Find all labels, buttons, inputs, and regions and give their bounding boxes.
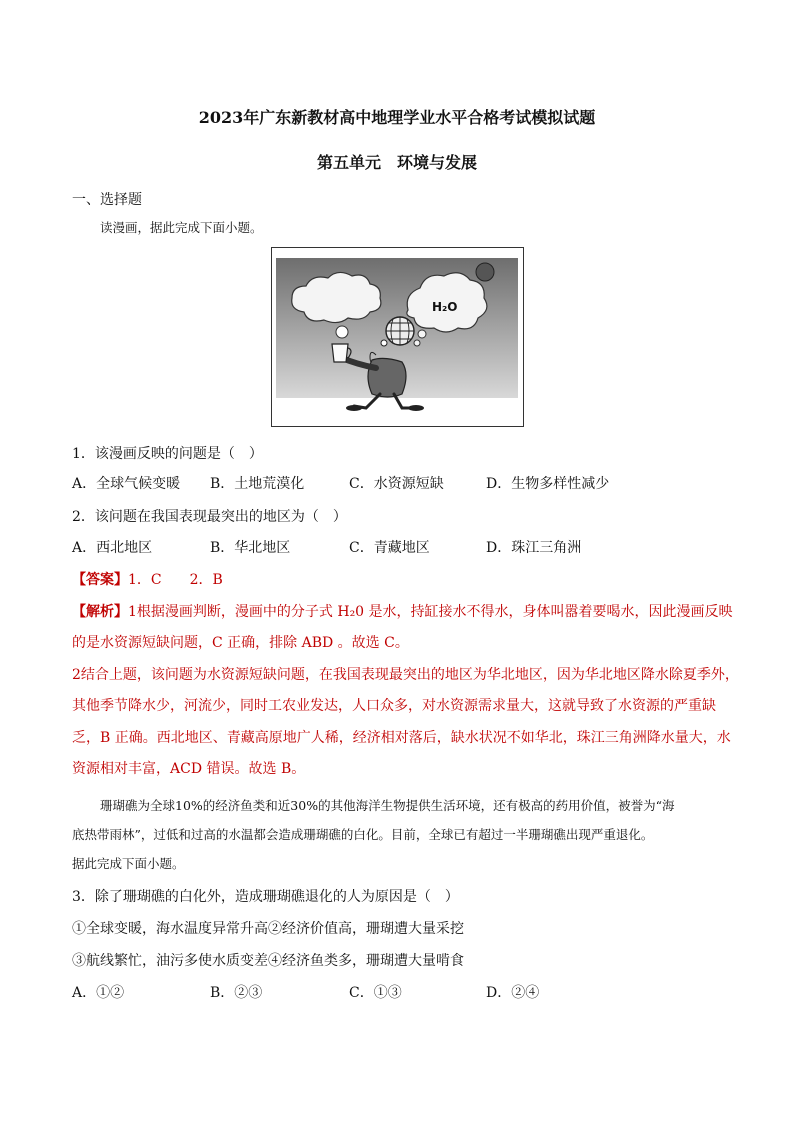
- q1-option-c: C．水资源短缺: [349, 476, 444, 492]
- coral-intro-line-2: 底热带雨林”，过低和过高的水温都会造成珊瑚礁的白化。目前，全球已有超过一半珊瑚礁出现严重退化。: [72, 827, 654, 842]
- answer-label: 【答案】: [72, 572, 128, 588]
- q2-option-c: C．青藏地区: [349, 540, 430, 556]
- answer-line: [72, 569, 223, 589]
- page-subtitle: 第五单元 环境与发展: [316, 153, 477, 172]
- q2-option-b: B．华北地区: [210, 540, 291, 556]
- q2-option-d: D．珠江三角洲: [486, 540, 582, 556]
- q3-option-a: A．①②: [72, 985, 125, 1001]
- q3-statements-2: ③航线繁忙，油污多使水质变差④经济鱼类多，珊瑚遭大量啃食: [72, 953, 464, 969]
- analysis-line-2: 的是水资源短缺问题，C 正确，排除 ABD 。故选 C。: [72, 635, 409, 651]
- analysis-line-6: 资源相对丰富，ACD 错误。故选 B。: [72, 761, 306, 777]
- analysis-line-1: [72, 601, 733, 621]
- cartoon-illustration: [272, 248, 522, 425]
- analysis-line-5: 乏，B 正确。西北地区、青藏高原地广人稀，经济相对落后，缺水状况不如华北，珠江三角洲降水量大，水: [72, 730, 731, 746]
- coral-intro-line-3: 据此完成下面小题。: [72, 856, 185, 871]
- q1-option-d: D．生物多样性减少: [486, 476, 610, 492]
- intro-text: 读漫画，据此完成下面小题。: [100, 220, 263, 235]
- analysis-line-3: 2结合上题，该问题为水资源短缺问题，在我国表现最突出的地区为华北地区，因为华北地区降水除夏季外，: [72, 667, 739, 683]
- cartoon-h2o-label: H₂O: [432, 300, 458, 314]
- question-1-stem: 1．该漫画反映的问题是（ ）: [72, 446, 263, 462]
- q1-option-a: A．全球气候变暖: [72, 476, 181, 492]
- analysis-text-1: 1根据漫画判断，漫画中的分子式 H₂0 是水，持缸接水不得水，身体叫嚣着要喝水，因此漫画反映: [128, 604, 733, 620]
- section-heading: 一、选择题: [72, 192, 142, 208]
- page-title: 2023年广东新教材高中地理学业水平合格考试模拟试题: [198, 108, 596, 127]
- q1-option-b: B．土地荒漠化: [210, 476, 305, 492]
- q3-option-c: C．①③: [349, 985, 402, 1001]
- q3-option-d: D．②④: [486, 985, 540, 1001]
- answer-text: 1．C 2．B: [128, 572, 223, 588]
- analysis-line-4: 其他季节降水少，河流少，同时工农业发达，人口众多，对水资源需求量大，这就导致了水资源的严重缺: [72, 698, 716, 714]
- q3-option-b: B．②③: [210, 985, 263, 1001]
- cartoon-figure: [271, 247, 524, 427]
- question-3-stem: 3．除了珊瑚礁的白化外，造成珊瑚礁退化的人为原因是（ ）: [72, 889, 459, 905]
- q3-statements-1: ①全球变暖，海水温度异常升高②经济价值高，珊瑚遭大量采挖: [72, 921, 464, 937]
- q2-option-a: A．西北地区: [72, 540, 153, 556]
- analysis-label: 【解析】: [72, 604, 128, 620]
- coral-intro-line-1: 珊瑚礁为全球10%的经济鱼类和近30%的其他海洋生物提供生活环境，还有极高的药用价值，被誉为“海: [100, 798, 675, 813]
- question-2-stem: 2．该问题在我国表现最突出的地区为（ ）: [72, 509, 347, 525]
